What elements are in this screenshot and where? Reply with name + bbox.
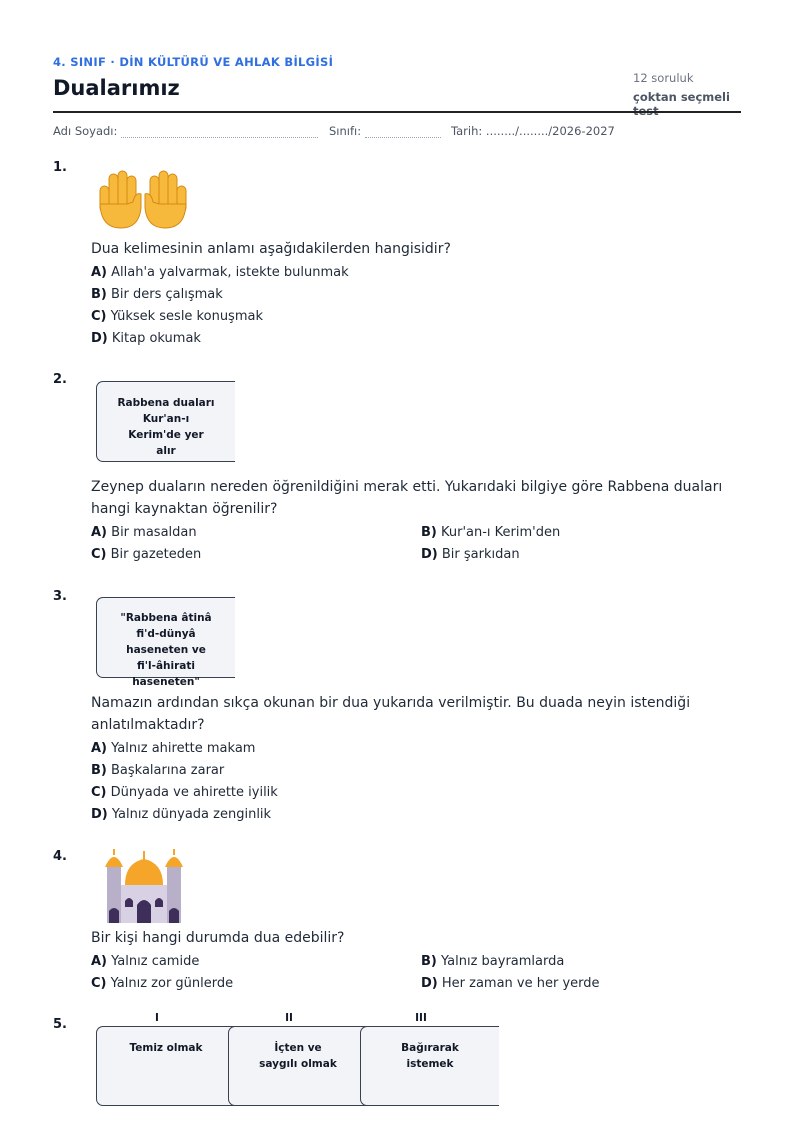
option-letter: C) bbox=[91, 309, 107, 324]
question-1-text: Dua kelimesinin anlamı aşağıdakilerden hangisidir? bbox=[91, 241, 451, 257]
option-letter: D) bbox=[91, 807, 108, 822]
option-letter: A) bbox=[91, 265, 108, 280]
option-letter: D) bbox=[91, 331, 108, 346]
card-line: haseneten ve bbox=[126, 644, 206, 656]
question-3-number: 3. bbox=[53, 589, 67, 604]
question-3-prayer-card bbox=[96, 597, 235, 688]
card-line: İçten ve bbox=[274, 1042, 322, 1054]
question-2-option-a[interactable] bbox=[91, 525, 197, 540]
option-text: Başkalarına zarar bbox=[111, 763, 225, 778]
option-text: Kur'an-ı Kerim'den bbox=[441, 525, 561, 540]
name-field[interactable] bbox=[53, 124, 318, 138]
statement-card-3 bbox=[360, 1026, 499, 1106]
option-letter: A) bbox=[91, 525, 108, 540]
card-line: istemek bbox=[406, 1058, 454, 1070]
name-label: Adı Soyadı: bbox=[53, 124, 118, 138]
question-3-option-d[interactable] bbox=[91, 807, 271, 822]
option-letter: C) bbox=[91, 547, 107, 562]
option-text: Dünyada ve ahirette iyilik bbox=[110, 785, 278, 800]
date-value: ......../......../2026-2027 bbox=[485, 124, 615, 138]
option-letter: B) bbox=[421, 525, 437, 540]
card-line: Temiz olmak bbox=[129, 1042, 203, 1054]
class-blank[interactable] bbox=[365, 126, 441, 138]
option-letter: C) bbox=[91, 976, 107, 991]
card-line: "Rabbena âtinâ bbox=[120, 612, 212, 624]
header-divider bbox=[53, 111, 741, 113]
option-text: Allah'a yalvarmak, istekte bulunmak bbox=[111, 265, 349, 280]
question-count: 12 soruluk bbox=[633, 71, 694, 85]
option-text: Yalnız dünyada zenginlik bbox=[111, 807, 272, 822]
option-letter: B) bbox=[91, 763, 107, 778]
question-5-number: 5. bbox=[53, 1017, 67, 1032]
class-field[interactable] bbox=[329, 124, 441, 138]
card-line: Bağırarak bbox=[401, 1042, 459, 1054]
question-1-option-c[interactable] bbox=[91, 309, 263, 324]
option-text: Yalnız ahirette makam bbox=[111, 741, 256, 756]
question-2-info-card bbox=[96, 381, 235, 462]
question-3-option-a[interactable] bbox=[91, 741, 255, 756]
question-2-option-d[interactable] bbox=[421, 547, 520, 562]
card-line: Rabbena duaları bbox=[117, 397, 215, 409]
question-4-number: 4. bbox=[53, 849, 67, 864]
question-4-option-c[interactable] bbox=[91, 976, 233, 991]
option-text: Yalnız zor günlerde bbox=[110, 976, 234, 991]
student-fields bbox=[53, 124, 741, 140]
card-line: fi'd-dünyâ bbox=[136, 628, 196, 640]
option-text: Bir gazeteden bbox=[110, 547, 202, 562]
card-line: alır bbox=[156, 445, 176, 457]
option-letter: B) bbox=[421, 954, 437, 969]
roman-label-3: III bbox=[415, 1012, 427, 1024]
option-text: Bir masaldan bbox=[111, 525, 197, 540]
statement-card-2 bbox=[228, 1026, 367, 1106]
question-2-number: 2. bbox=[53, 372, 67, 387]
question-1-option-a[interactable] bbox=[91, 265, 349, 280]
option-letter: A) bbox=[91, 954, 108, 969]
question-2-text: Zeynep duaların nereden öğrenildiğini merak etti. Yukarıdaki bilgiye göre Rabbena duaları hangi kaynaktan öğrenilir? bbox=[91, 479, 723, 517]
statement-card-1 bbox=[96, 1026, 235, 1106]
option-text: Bir ders çalışmak bbox=[111, 287, 223, 302]
option-text: Yalnız bayramlarda bbox=[441, 954, 565, 969]
card-line: haseneten" bbox=[132, 676, 200, 688]
test-type: çoktan seçmeli bbox=[633, 90, 730, 104]
question-4-option-a[interactable] bbox=[91, 954, 199, 969]
question-2-option-b[interactable] bbox=[421, 525, 560, 540]
card-line: Kerim'de yer bbox=[128, 429, 204, 441]
option-letter: A) bbox=[91, 741, 108, 756]
card-line: Kur'an-ı bbox=[142, 413, 190, 425]
question-3-option-b[interactable] bbox=[91, 763, 224, 778]
mosque-icon bbox=[103, 849, 185, 923]
option-text: Yüksek sesle konuşmak bbox=[110, 309, 263, 324]
question-1-number: 1. bbox=[53, 160, 67, 175]
option-letter: C) bbox=[91, 785, 107, 800]
name-blank[interactable] bbox=[121, 126, 318, 138]
card-line: fi'l-âhirati bbox=[137, 660, 195, 672]
class-label: Sınıfı: bbox=[329, 124, 362, 138]
date-field[interactable] bbox=[451, 124, 615, 138]
roman-label-2: II bbox=[285, 1012, 293, 1024]
roman-label-1: I bbox=[155, 1012, 159, 1024]
question-3-text: Namazın ardından sıkça okunan bir dua yukarıda verilmiştir. Bu duada neyin istendiği anlatılmaktadır? bbox=[91, 695, 691, 733]
question-4-option-b[interactable] bbox=[421, 954, 564, 969]
question-3-option-c[interactable] bbox=[91, 785, 278, 800]
question-4-text: Bir kişi hangi durumda dua edebilir? bbox=[91, 930, 345, 946]
option-letter: B) bbox=[91, 287, 107, 302]
option-letter: D) bbox=[421, 976, 438, 991]
page-title: Dualarımız bbox=[53, 76, 180, 100]
option-text: Her zaman ve her yerde bbox=[441, 976, 600, 991]
option-text: Bir şarkıdan bbox=[441, 547, 520, 562]
question-2-option-c[interactable] bbox=[91, 547, 201, 562]
card-line: saygılı olmak bbox=[259, 1058, 337, 1070]
question-1-option-b[interactable] bbox=[91, 287, 223, 302]
question-4-option-d[interactable] bbox=[421, 976, 600, 991]
option-text: Yalnız camide bbox=[111, 954, 200, 969]
date-label: Tarih: bbox=[451, 124, 483, 138]
praying-hands-icon bbox=[97, 168, 189, 230]
option-letter: D) bbox=[421, 547, 438, 562]
question-1-option-d[interactable] bbox=[91, 331, 201, 346]
option-text: Kitap okumak bbox=[111, 331, 201, 346]
subject-kicker: 4. SINIF · DİN KÜLTÜRÜ VE AHLAK BİLGİSİ bbox=[53, 55, 334, 69]
